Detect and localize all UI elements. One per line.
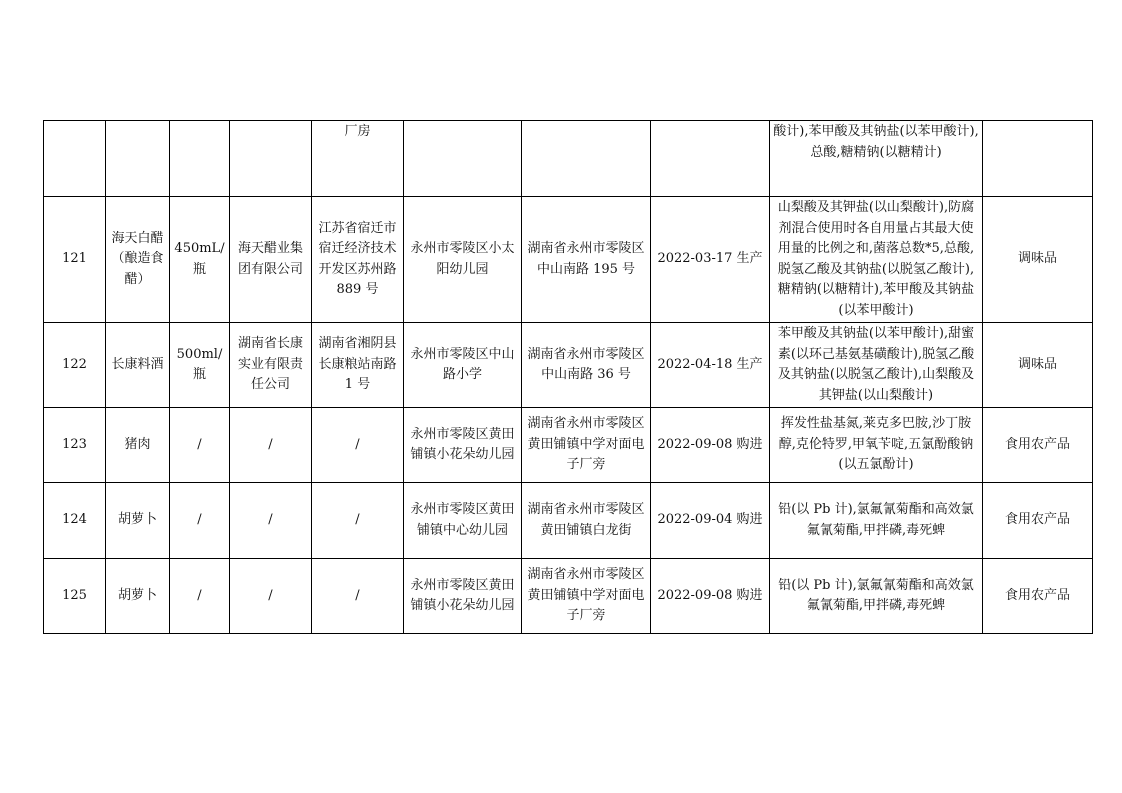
table-row (44, 323, 1093, 408)
cell-producer (230, 121, 312, 197)
cell-sampled-address: 湖南省永州市零陵区中山南路 195 号 (522, 197, 651, 323)
cell-spec (170, 121, 230, 197)
cell-date (651, 121, 770, 197)
cell-name: 长康料酒 (106, 323, 170, 408)
cell-producer-address: / (312, 408, 404, 483)
cell-name: 猪肉 (106, 408, 170, 483)
cell-test-items: 苯甲酸及其钠盐(以苯甲酸计),甜蜜素(以环己基氨基磺酸计),脱氢乙酸及其钠盐(以脱氢乙酸计),山梨酸及其钾盐(以山梨酸计) (770, 323, 983, 408)
cell-test-items: 铅(以 Pb 计),氯氟氰菊酯和高效氯氟氰菊酯,甲拌磷,毒死蜱 (770, 559, 983, 634)
table-row (44, 408, 1093, 483)
table-row (44, 559, 1093, 634)
cell-spec: / (170, 483, 230, 559)
cell-category: 食用农产品 (983, 483, 1093, 559)
cell-no: 125 (44, 559, 106, 634)
cell-spec: / (170, 408, 230, 483)
cell-sampled-unit (404, 121, 522, 197)
cell-name: 海天白醋（酿造食醋） (106, 197, 170, 323)
cell-producer: 海天醋业集团有限公司 (230, 197, 312, 323)
cell-producer-address: / (312, 559, 404, 634)
cell-sampled-address (522, 121, 651, 197)
cell-sampled-address: 湖南省永州市零陵区黄田铺镇中学对面电子厂旁 (522, 408, 651, 483)
cell-category: 食用农产品 (983, 559, 1093, 634)
cell-producer: / (230, 559, 312, 634)
cell-no: 124 (44, 483, 106, 559)
cell-category (983, 121, 1093, 197)
sampling-results-table (43, 120, 1093, 634)
cell-no: 121 (44, 197, 106, 323)
cell-sampled-unit: 永州市零陵区黄田铺镇小花朵幼儿园 (404, 559, 522, 634)
cell-no: 122 (44, 323, 106, 408)
cell-sampled-unit: 永州市零陵区中山路小学 (404, 323, 522, 408)
cell-producer: / (230, 408, 312, 483)
cell-sampled-address: 湖南省永州市零陵区黄田铺镇中学对面电子厂旁 (522, 559, 651, 634)
cell-category: 调味品 (983, 197, 1093, 323)
cell-no (44, 121, 106, 197)
cell-spec: 450mL/瓶 (170, 197, 230, 323)
cell-producer-address: 湖南省湘阴县长康粮站南路 1 号 (312, 323, 404, 408)
cell-test-items: 山梨酸及其钾盐(以山梨酸计),防腐剂混合使用时各自用量占其最大使用量的比例之和,菌落总数*5,总酸,脱氢乙酸及其钠盐(以脱氢乙酸计),糖精钠(以糖精计),苯甲酸及其钠盐(以苯甲酸计) (770, 197, 983, 323)
cell-name (106, 121, 170, 197)
cell-producer-address: 江苏省宿迁市宿迁经济技术开发区苏州路 889 号 (312, 197, 404, 323)
table-row (44, 197, 1093, 323)
cell-producer-address: 厂房 (312, 121, 404, 197)
table-row (44, 483, 1093, 559)
cell-sampled-unit: 永州市零陵区小太阳幼儿园 (404, 197, 522, 323)
cell-sampled-address: 湖南省永州市零陵区中山南路 36 号 (522, 323, 651, 408)
cell-producer: / (230, 483, 312, 559)
cell-sampled-unit: 永州市零陵区黄田铺镇中心幼儿园 (404, 483, 522, 559)
cell-sampled-address: 湖南省永州市零陵区黄田铺镇白龙街 (522, 483, 651, 559)
cell-test-items: 挥发性盐基氮,莱克多巴胺,沙丁胺醇,克伦特罗,甲氧苄啶,五氯酚酸钠(以五氯酚计) (770, 408, 983, 483)
cell-name: 胡萝卜 (106, 559, 170, 634)
table-row (44, 121, 1093, 197)
cell-producer-address: / (312, 483, 404, 559)
cell-test-items: 酸计),苯甲酸及其钠盐(以苯甲酸计),总酸,糖精钠(以糖精计) (770, 121, 983, 197)
cell-date: 2022-09-08 购进 (651, 408, 770, 483)
cell-date: 2022-03-17 生产 (651, 197, 770, 323)
cell-spec: 500ml/瓶 (170, 323, 230, 408)
cell-category: 食用农产品 (983, 408, 1093, 483)
cell-category: 调味品 (983, 323, 1093, 408)
cell-date: 2022-04-18 生产 (651, 323, 770, 408)
cell-producer: 湖南省长康实业有限责任公司 (230, 323, 312, 408)
cell-date: 2022-09-08 购进 (651, 559, 770, 634)
cell-no: 123 (44, 408, 106, 483)
cell-spec: / (170, 559, 230, 634)
cell-sampled-unit: 永州市零陵区黄田铺镇小花朵幼儿园 (404, 408, 522, 483)
cell-name: 胡萝卜 (106, 483, 170, 559)
cell-test-items: 铅(以 Pb 计),氯氟氰菊酯和高效氯氟氰菊酯,甲拌磷,毒死蜱 (770, 483, 983, 559)
cell-date: 2022-09-04 购进 (651, 483, 770, 559)
